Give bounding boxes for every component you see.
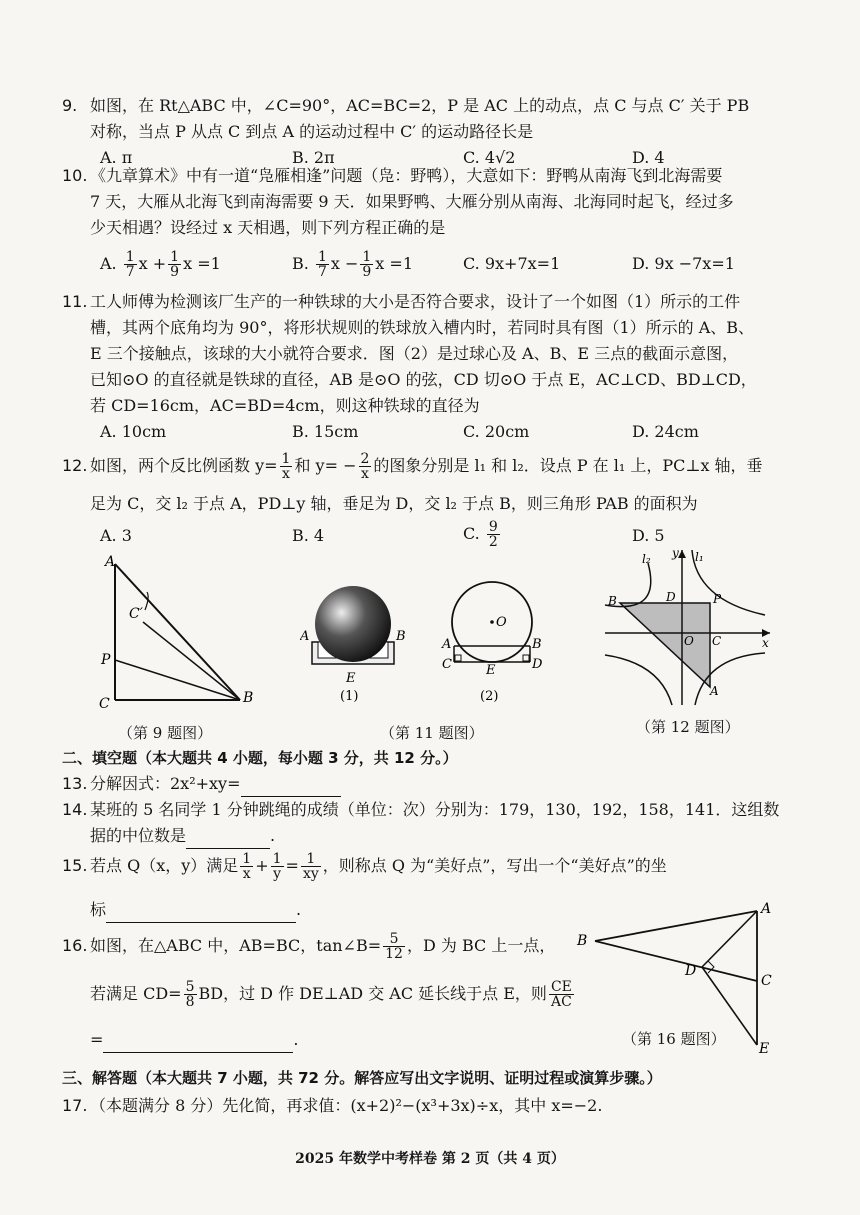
question-16 <box>62 932 555 961</box>
option-a <box>100 250 221 279</box>
question-text: 标 <box>90 900 107 919</box>
y-axis-arrow <box>678 550 686 558</box>
term: x + <box>138 254 167 273</box>
section-2-heading: 二、填空题（本大题共 4 小题，每小题 3 分，共 12 分。） <box>62 749 458 767</box>
question-number: 17. <box>62 1096 88 1115</box>
question-text: ，D 为 BC 上一点， <box>406 936 556 955</box>
label-p: P <box>101 652 111 668</box>
operator: + <box>255 856 269 875</box>
question-text: 《九章算术》中有一道“凫雁相逢”问题（凫：野鸭），大意如下：野鸭从南海飞到北海需要 <box>90 166 723 185</box>
label-c: C <box>761 973 772 989</box>
question-text: 据的中位数是 <box>90 826 187 845</box>
option-label: C. <box>463 524 480 543</box>
question-number: 14. <box>62 800 88 819</box>
numerator: 1 <box>170 249 180 265</box>
center-o <box>490 620 494 624</box>
option-d: D. 9x −7x=1 <box>632 254 735 273</box>
numerator: 1 <box>317 249 327 265</box>
question-text: 如图，在△ABC 中，AB=BC，tan∠B= <box>90 936 382 955</box>
question-text: 和 y= − <box>294 456 357 475</box>
option-c <box>463 520 502 549</box>
question-9-line2: 对称，当点 P 从点 C 到点 A 的运动过程中 C′ 的运动路径长是 <box>90 122 534 141</box>
question-text: 如图，两个反比例函数 y= <box>90 456 278 475</box>
label-p: P <box>713 592 722 606</box>
label-l1: l₁ <box>695 550 704 564</box>
question-text: 如图，在 Rt△ABC 中，∠C=90°，AC=BC=2，P 是 AC 上的动点，点 C 与点 C′ 关于 PB <box>90 96 750 115</box>
label-e: E <box>486 663 496 678</box>
question-13 <box>62 772 341 797</box>
question-15 <box>62 852 667 881</box>
option-b: B. 2π <box>292 148 335 167</box>
term: x =1 <box>183 254 221 273</box>
subfigure-label: (2) <box>480 689 499 704</box>
question-10-line3: 少天相遇？设经过 x 天相遇，则下列方程正确的是 <box>90 218 446 237</box>
question-number: 12. <box>62 456 88 475</box>
question-text: 若点 Q（x，y）满足 <box>90 856 239 875</box>
question-text: （本题满分 8 分）先化简，再求值：(x+2)²−(x³+3x)÷x，其中 x=−2. <box>90 1096 603 1115</box>
caption-figure-12: （第 12 题图） <box>636 718 740 736</box>
label-x: x <box>762 636 769 650</box>
label-c: C <box>99 696 110 712</box>
numerator: 1 <box>242 851 252 867</box>
question-number: 11. <box>62 292 88 311</box>
caption-figure-16: （第 16 题图） <box>622 1030 726 1048</box>
figure-11-1 <box>300 580 410 710</box>
denominator: xy <box>302 866 319 882</box>
label-b: B <box>532 637 542 652</box>
question-number: 9. <box>62 96 78 115</box>
question-11-line3: E 三个接触点，该球的大小就符合要求．图（2）是过球心及 A、B、E 三点的截面示意图， <box>90 344 739 363</box>
denominator: AC <box>550 994 572 1010</box>
fraction <box>487 520 500 549</box>
label-a: A <box>300 629 310 644</box>
fraction <box>359 452 372 481</box>
figure-9 <box>95 552 265 712</box>
question-number: 13. <box>62 774 88 793</box>
option-a: A. 10cm <box>100 422 167 441</box>
numerator: 1 <box>281 451 291 467</box>
denominator: 12 <box>385 946 403 962</box>
fraction <box>271 852 284 881</box>
label-o: O <box>496 615 507 630</box>
label-b: B <box>577 933 588 949</box>
option-d: D. 24cm <box>632 422 699 441</box>
period: . <box>296 900 302 919</box>
fraction <box>240 852 253 881</box>
label-c: C <box>712 634 722 648</box>
section-3-heading: 三、解答题（本大题共 7 小题，共 72 分。解答应写出文字说明、证明过程或演算步骤。） <box>62 1069 662 1087</box>
answer-blank[interactable] <box>241 772 341 797</box>
subfigure-label: (1) <box>340 689 359 704</box>
label-a: A <box>710 684 719 698</box>
question-11-line2: 槽，其两个底角均为 90°，将形状规则的铁球放入槽内时，若同时具有图（1）所示的 A、B、 <box>90 318 755 337</box>
arc-path <box>145 592 148 610</box>
label-b: B <box>396 629 406 644</box>
option-b <box>292 250 413 279</box>
page-footer: 2025 年数学中考样卷 第 2 页（共 4 页） <box>295 1151 565 1167</box>
numerator: 5 <box>383 932 405 947</box>
label-o: O <box>684 634 694 648</box>
figure-11-2 <box>440 570 550 710</box>
right-angle-c <box>455 655 461 661</box>
denominator: x <box>282 466 290 482</box>
side-bc <box>595 941 757 981</box>
denominator: 9 <box>362 264 372 280</box>
fraction <box>549 980 574 1009</box>
option-label: A. <box>100 254 117 273</box>
question-number: 15. <box>62 856 88 875</box>
denominator: 7 <box>317 264 327 280</box>
question-14 <box>62 798 779 822</box>
period: . <box>270 826 276 845</box>
question-10 <box>62 164 722 188</box>
denominator: 7 <box>125 264 135 280</box>
label-b: B <box>243 690 254 706</box>
numerator: 1 <box>362 249 372 265</box>
label-d: D <box>666 590 676 604</box>
question-text: 若满足 CD= <box>90 984 182 1003</box>
denominator: y <box>273 866 282 882</box>
question-number: 10. <box>62 166 88 185</box>
answer-blank[interactable] <box>186 824 270 849</box>
label-b: B <box>608 594 617 608</box>
right-angle-d <box>523 655 529 661</box>
numerator: CE <box>550 979 572 995</box>
question-15-line2 <box>90 898 301 923</box>
fraction <box>383 932 405 961</box>
option-d: D. 5 <box>632 526 665 545</box>
numerator: 1 <box>125 249 135 265</box>
question-11-line4: 已知⊙O 的直径就是铁球的直径，AB 是⊙O 的弦，CD 切⊙O 于点 E，AC⊥CD、BD⊥CD， <box>90 370 757 389</box>
caption-figure-9: （第 9 题图） <box>118 724 213 742</box>
fraction <box>168 250 181 279</box>
segment-c-prime-b <box>143 622 240 700</box>
numerator: 1 <box>272 851 282 867</box>
numerator: 9 <box>488 519 498 535</box>
operator: = <box>90 1030 104 1049</box>
option-c: C. 9x+7x=1 <box>463 254 561 273</box>
denominator: 9 <box>170 264 180 280</box>
denominator: x <box>242 866 251 882</box>
option-c: C. 20cm <box>463 422 530 441</box>
label-l2: l₂ <box>642 552 651 566</box>
label-c-prime: C′ <box>129 606 143 622</box>
label-y: y <box>672 546 679 560</box>
numerator: 2 <box>360 451 370 467</box>
label-d: D <box>532 657 543 672</box>
answer-blank[interactable] <box>106 898 296 923</box>
question-9 <box>62 94 749 118</box>
option-b: B. 4 <box>292 526 325 545</box>
label-c: C <box>442 657 452 672</box>
option-label: B. <box>292 254 309 273</box>
label-a: A <box>761 901 772 917</box>
fraction <box>124 250 137 279</box>
question-number: 16. <box>62 936 88 955</box>
question-17 <box>62 1094 602 1118</box>
fraction <box>280 452 293 481</box>
question-text: 的图象分别是 l₁ 和 l₂．设点 P 在 l₁ 上，PC⊥x 轴，垂 <box>373 456 763 475</box>
question-10-line2: 7 天，大雁从北海飞到南海需要 9 天．如果野鸭、大雁分别从南海、北海同时起飞，经过多 <box>90 192 734 211</box>
label-e: E <box>759 1041 770 1057</box>
period: . <box>293 1030 299 1049</box>
operator: = <box>285 856 299 875</box>
option-c: C. 4√2 <box>463 148 516 167</box>
question-14-line2 <box>90 824 275 849</box>
answer-blank[interactable] <box>103 1028 293 1053</box>
label-e: E <box>346 671 356 686</box>
option-a: A. π <box>100 148 133 167</box>
denominator: x <box>361 466 369 482</box>
question-12-line2: 足为 C，交 l₂ 于点 A，PD⊥y 轴，垂足为 D，交 l₂ 于点 B，则三角形 PAB 的面积为 <box>90 494 698 513</box>
triangle-pab <box>620 603 710 687</box>
fraction <box>301 852 321 881</box>
fraction <box>184 980 197 1009</box>
option-b: B. 15cm <box>292 422 359 441</box>
fraction <box>316 250 329 279</box>
question-11 <box>62 290 740 314</box>
denominator: 2 <box>488 534 498 550</box>
term: x − <box>330 254 359 273</box>
option-d: D. 4 <box>632 148 665 167</box>
question-text: BD，过 D 作 DE⊥AD 交 AC 延长线于点 E，则 <box>198 984 547 1003</box>
label-a: A <box>105 554 116 570</box>
question-11-line5: 若 CD=16cm，AC=BD=4cm，则这种铁球的直径为 <box>90 396 480 415</box>
numerator: 5 <box>185 979 195 995</box>
option-a: A. 3 <box>100 526 132 545</box>
question-16-line2 <box>90 980 576 1009</box>
caption-figure-11: （第 11 题图） <box>380 724 484 742</box>
question-text: 某班的 5 名同学 1 分钟跳绳的成绩（单位：次）分别为：179，130，192，158，141．这组数 <box>90 800 780 819</box>
denominator: 8 <box>185 994 195 1010</box>
numerator: 1 <box>301 852 321 867</box>
figure-12 <box>600 545 775 710</box>
question-16-line3 <box>90 1028 299 1053</box>
question-12 <box>62 452 763 481</box>
iron-ball <box>315 586 391 662</box>
fraction <box>360 250 373 279</box>
term: x =1 <box>375 254 413 273</box>
question-text: ，则称点 Q 为“美好点”，写出一个“美好点”的坐 <box>322 856 667 875</box>
label-d: D <box>685 963 697 979</box>
curve-l1-lower <box>605 655 672 705</box>
question-text: 工人师傅为检测该厂生产的一种铁球的大小是否符合要求，设计了一个如图（1）所示的工件 <box>90 292 741 311</box>
label-a: A <box>442 637 452 652</box>
right-angle-d <box>708 961 714 973</box>
question-text: 分解因式：2x²+xy= <box>90 774 241 793</box>
